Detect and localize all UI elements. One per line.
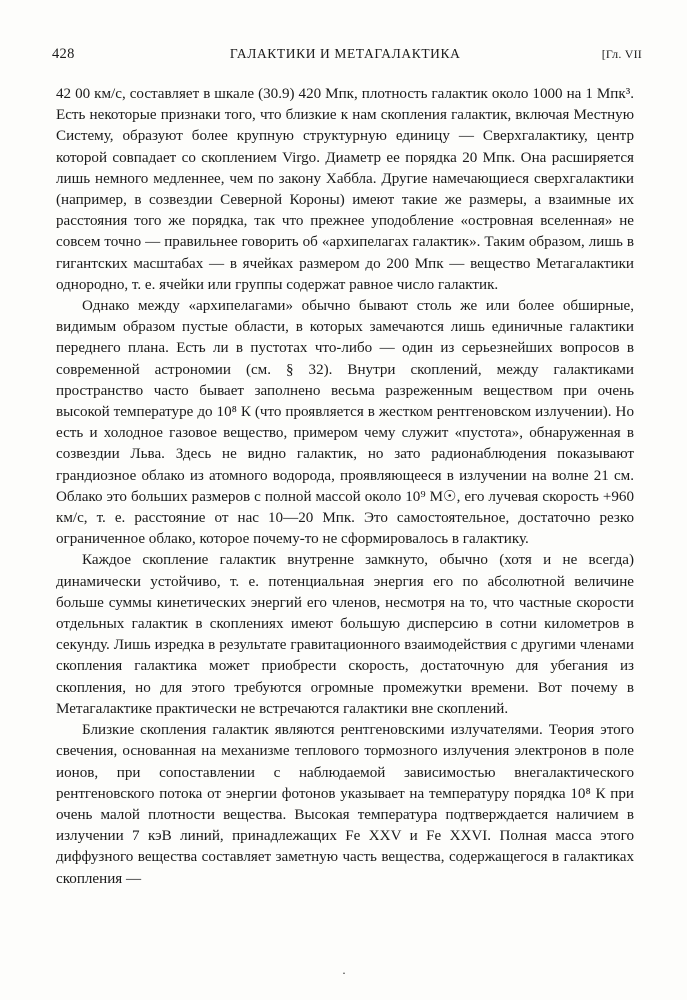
paragraph-3: Каждое скопление галактик внутренне замкнуто, обычно (хотя и не всегда) динамически устойчиво, т. е. потенциальная энергия его по абсолютной величине больше суммы кинетических энергий его членов, несмотря на то, что частные скорости отдельных галактик в скоплениях имеют большую дисперсию в сотни километров в секунду. Лишь изредка в результате гравитационного взаимодействия с другими членами скопления галактика может приобрести скорость, достаточную для убегания из скопления, но для этого требуются огромные промежутки времени. Вот почему в Метагалактике практически не встречаются галактики вне скоплений. — [56, 552, 634, 717]
body-text — [56, 84, 634, 890]
paragraph-1: 42 00 км/с, составляет в шкале (30.9) 420 Мпк, плотность галактик около 1000 на 1 Мпк³. Есть некоторые признаки того, что близкие к нам скопления галактик, включая Местную Систему, образуют более крупную структурную единицу — Сверхгалактику, центр которой совпадает со скоплением Virgo. Диаметр ее порядка 20 Мпк. Она расширяется лишь немного медленнее, чем по закону Хаббла. Другие намечающиеся сверхгалактики (например, в созвездии Северной Короны) имеют такие же размеры, а взаимные их расстояния того же порядка, так что прежнее уподобление «островная вселенная» не совсем точно — правильнее говорить об «архипелагах галактик». Таким образом, лишь в гигантских масштабах — в ячейках размером до 200 Мпк — вещество Метагалактики однородно, т. е. ячейки или группы содержат равное число галактик. — [56, 86, 634, 293]
running-title: ГАЛАКТИКИ И МЕТАГАЛАКТИКА — [229, 46, 461, 61]
page-number: 428 — [52, 46, 75, 62]
paragraph-4: Близкие скопления галактик являются рентгеновскими излучателями. Теория этого свечения, основанная на механизме теплового тормозного излучения электронов в поле ионов, при сопоставлении с наблюдаемой зависимостью внегалактического рентгеновского потока от энергии фотонов указывает на температуру порядка 10⁸ К при очень малой плотности вещества. Высокая температура подтверждается наличием в излучении 7 кэВ линий, принадлежащих Fe XXV и Fe XXVI. Полная масса этого диффузного вещества составляет заметную часть вещества, содержащегося в галактиках скопления — — [56, 722, 634, 887]
paragraph-2: Однако между «архипелагами» обычно бывают столь же или более обширные, видимым образом пустые области, в которых замечаются лишь единичные галактики переднего плана. Есть ли в пустотах что-либо — один из серьезнейших вопросов в современной астрономии (см. § 32). Внутри скоплений, между галактиками пространство часто бывает заполнено весьма разреженным веществом при очень высокой температуре до 10⁸ К (что проявляется в жестком рентгеновском излучении). Но есть и холодное газовое вещество, примером чему служит «пустота», обнаруженная в созвездии Льва. Здесь не видно галактик, но зато радионаблюдения показывают грандиозное облако из атомного водорода, проявляющееся в излучении на волне 21 см. Облако это больших размеров с полной массой около 10⁹ M☉, его лучевая скорость +960 км/с, т. е. расстояние от нас 10—20 Мпк. Это самостоятельное, достаточно резко ограниченное облако, которое почему-то не сформировалось в галактику. — [56, 298, 634, 548]
chapter-marker: [Гл. VII — [601, 47, 642, 61]
page-header — [52, 46, 642, 66]
footer-mark: . — [342, 962, 346, 977]
